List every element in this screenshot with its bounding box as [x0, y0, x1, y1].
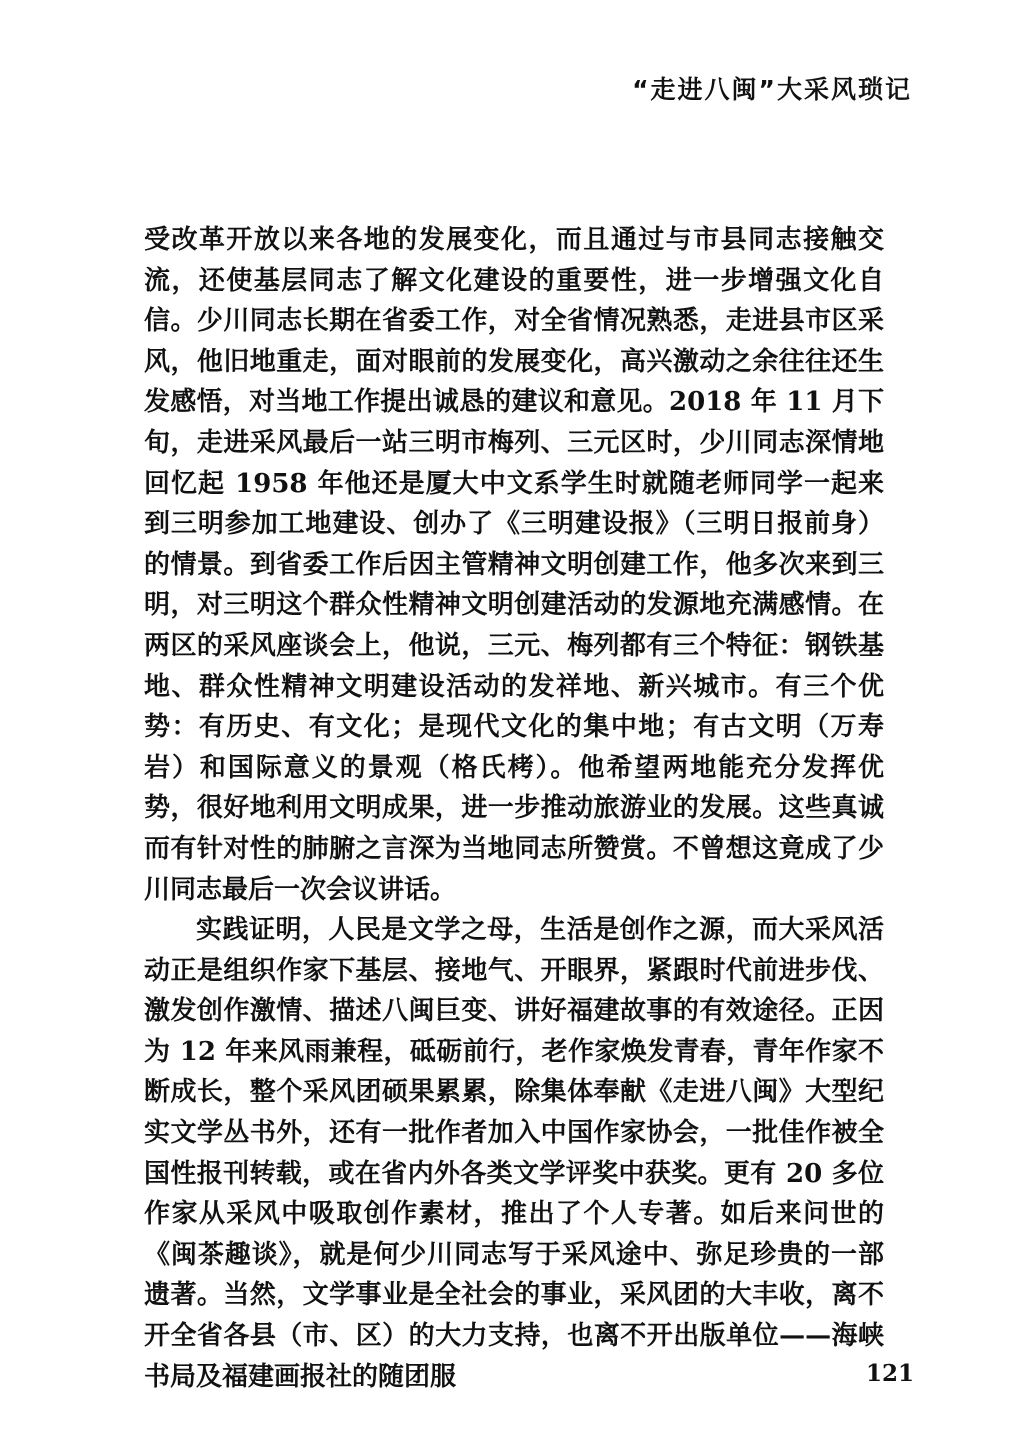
- paragraph: 实践证明，人民是文学之母，生活是创作之源，而大采风活动正是组织作家下基层、接地气、开眼界，紧跟时代前进步伐、激发创作激情、描述八闽巨变、讲好福建故事的有效途径。正因为 12 年来风雨兼程，砥砺前行，老作家焕发青春，青年作家不断成长，整个采风团硕果累累，除集体奉献《走进八闽》大型纪实文学丛书外，还有一批作者加入中国作家协会，一批佳作被全国性报刊转载，或在省内外各类文学评奖中获奖。更有 20 多位作家从采风中吸取创作素材，推出了个人专著。如后来问世的《闽茶趣谈》，就是何少川同志写于采风途中、弥足珍贵的一部遗著。当然，文学事业是全社会的事业，采风团的大丰收，离不开全省各县（市、区）的大力支持，也离不开出版单位——海峡书局及福建画报社的随团服: [144, 915, 884, 1392]
- running-header: “走进八闽”大采风琐记: [632, 75, 912, 104]
- body-text: [144, 220, 884, 1397]
- page-number: 121: [865, 1360, 914, 1387]
- paragraph-continued: 受改革开放以来各地的发展变化，而且通过与市县同志接触交流，还使基层同志了解文化建设的重要性，进一步增强文化自信。少川同志长期在省委工作，对全省情况熟悉，走进县市区采风，他旧地重走，面对眼前的发展变化，高兴激动之余往往还生发感悟，对当地工作提出诚恳的建议和意见。2018 年 11 月下旬，走进采风最后一站三明市梅列、三元区时，少川同志深情地回忆起 1958 年他还是厦大中文系学生时就随老师同学一起来到三明参加工地建设、创办了《三明建设报》（三明日报前身）的情景。到省委工作后因主管精神文明创建工作，他多次来到三明，对三明这个群众性精神文明创建活动的发源地充满感情。在两区的采风座谈会上，他说，三元、梅列都有三个特征：钢铁基地、群众性精神文明建设活动的发祥地、新兴城市。有三个优势：有历史、有文化；是现代文化的集中地；有古文明（万寿岩）和国际意义的景观（格氏栲）。他希望两地能充分发挥优势，很好地利用文明成果，进一步推动旅游业的发展。这些真诚而有针对性的肺腑之言深为当地同志所赞赏。不曾想这竟成了少川同志最后一次会议讲话。: [144, 225, 884, 905]
